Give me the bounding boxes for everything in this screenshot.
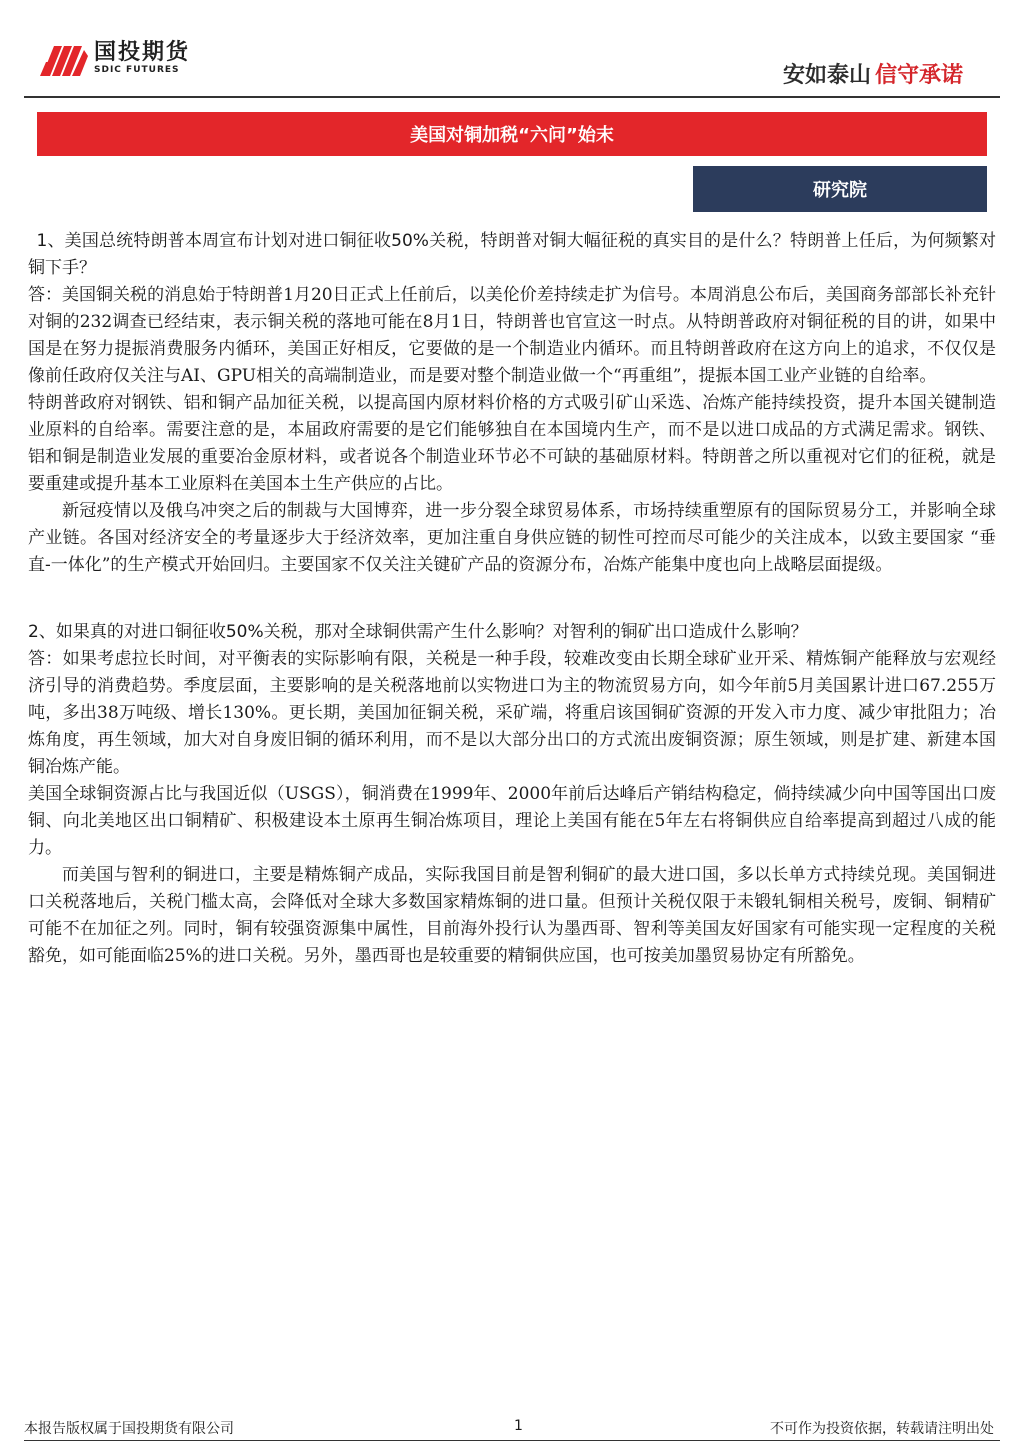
copyright-notice: 本报告版权属于国投期货有限公司 — [24, 1421, 234, 1437]
answer-1-paragraph-3: 新冠疫情以及俄乌冲突之后的制裁与大国博弈，进一步分裂全球贸易体系，市场持续重塑原有的国际贸易分工，并影响全球产业链。各国对经济安全的考量逐步大于经济效率，更加注重自身供应链的韧性可控而尽可能少的关注成本，以致主要国家 “垂直-一体化”的生产模式开始回归。主要国家不仅关注关键矿产品的资源分布，冶炼产能集中度也向上战略层面提级。 — [28, 501, 996, 575]
answer-1-paragraph-2: 特朗普政府对钢铁、铝和铜产品加征关税，以提高国内原材料价格的方式吸引矿山采选、冶炼产能持续投资，提升本国关键制造业原料的自给率。需要注意的是，本届政府需要的是它们能够独自在本国境内生产，而不是以进口成品的方式满足需求。钢铁、铝和铜是制造业发展的重要冶金原材料，或者说各个制造业环节必不可缺的基础原材料。特朗普之所以重视对它们的征税，就是要重建或提升基本工业原料在美国本土生产供应的占比。 — [28, 393, 996, 494]
footer-divider — [24, 1440, 1000, 1441]
logo-stripes-icon — [40, 38, 90, 78]
answer-2-paragraph-1: 答：如果考虑拉长时间，对平衡表的实际影响有限，关税是一种手段，较难改变由长期全球矿业开采、精炼铜产能释放与宏观经济引导的消费趋势。季度层面，主要影响的是关税落地前以实物进口为主的物流贸易方向，如今年前5月美国累计进口67.255万吨，多出38万吨级、增长130%。更长期，美国加征铜关税，采矿端，将重启该国铜矿资源的开发入市力度、减少审批阻力；冶炼角度，再生领域，加大对自身废旧铜的循环利用，而不是以大部分出口的方式流出废铜资源；原生领域，则是扩建、新建本国铜冶炼产能。 — [28, 649, 996, 777]
slogan-part-b: 信守承诺 — [874, 63, 963, 88]
answer-2-paragraph-2: 美国全球铜资源占比与我国近似（USGS），铜消费在1999年、2000年前后达峰后产销结构稳定，倘持续减少向中国等国出口废铜、向北美地区出口铜精矿、积极建设本土原再生铜冶炼项目，理论上美国有能在5年左右将铜供应自给率提高到超过八成的能力。 — [28, 784, 996, 858]
report-body — [28, 228, 996, 970]
question-2: 2、如果真的对进口铜征收50%关税，那对全球铜供需产生什么影响？对智利的铜矿出口造成什么影响？ — [28, 622, 808, 642]
page-footer — [24, 1418, 1000, 1448]
header-divider — [24, 96, 1000, 98]
section-gap — [28, 579, 996, 619]
report-title: 美国对铜加税“六问”始末 — [37, 112, 987, 156]
disclaimer: 不可作为投资依据，转载请注明出处 — [770, 1421, 994, 1437]
slogan — [783, 58, 963, 89]
answer-2-paragraph-3: 而美国与智利的铜进口，主要是精炼铜产成品，实际我国目前是智利铜矿的最大进口国，多以长单方式持续兑现。美国铜进口关税落地后，关税门槛太高，会降低对全球大多数国家精炼铜的进口量。但预计关税仅限于未锻轧铜相关税号，废铜、铜精矿可能不在加征之列。同时，铜有较强资源集中属性，目前海外投行认为墨西哥、智利等美国友好国家有可能实现一定程度的关税豁免，如可能面临25%的进口关税。另外，墨西哥也是较重要的精铜供应国，也可按美加墨贸易协定有所豁免。 — [28, 865, 996, 966]
logo-english-name: SDIC FUTURES — [94, 64, 180, 75]
answer-1-paragraph-1: 答：美国铜关税的消息始于特朗普1月20日正式上任前后，以美伦价差持续走扩为信号。本周消息公布后，美国商务部部长补充针对铜的232调查已经结束，表示铜关税的落地可能在8月1日，特朗普也官宣这一时点。从特朗普政府对铜征税的目的讲，如果中国是在努力提振消费服务内循环，美国正好相反，它要做的是一个制造业内循环。而且特朗普政府在这方向上的追求，不仅仅是像前任政府仅关注与AI、GPU相关的高端制造业，而是要对整个制造业做一个“再重组”，提振本国工业产业链的自给率。 — [28, 285, 996, 386]
department-label: 研究院 — [693, 166, 987, 212]
company-logo — [40, 38, 190, 78]
page-header — [0, 0, 1025, 100]
page-number: 1 — [514, 1418, 523, 1434]
slogan-part-a: 安如泰山 — [782, 63, 871, 88]
logo-chinese-name: 国投期货 — [94, 39, 191, 65]
question-1: 1、美国总统特朗普本周宣布计划对进口铜征收50%关税，特朗普对铜大幅征税的真实目的是什么？特朗普上任后，为何频繁对铜下手？ — [28, 231, 996, 278]
